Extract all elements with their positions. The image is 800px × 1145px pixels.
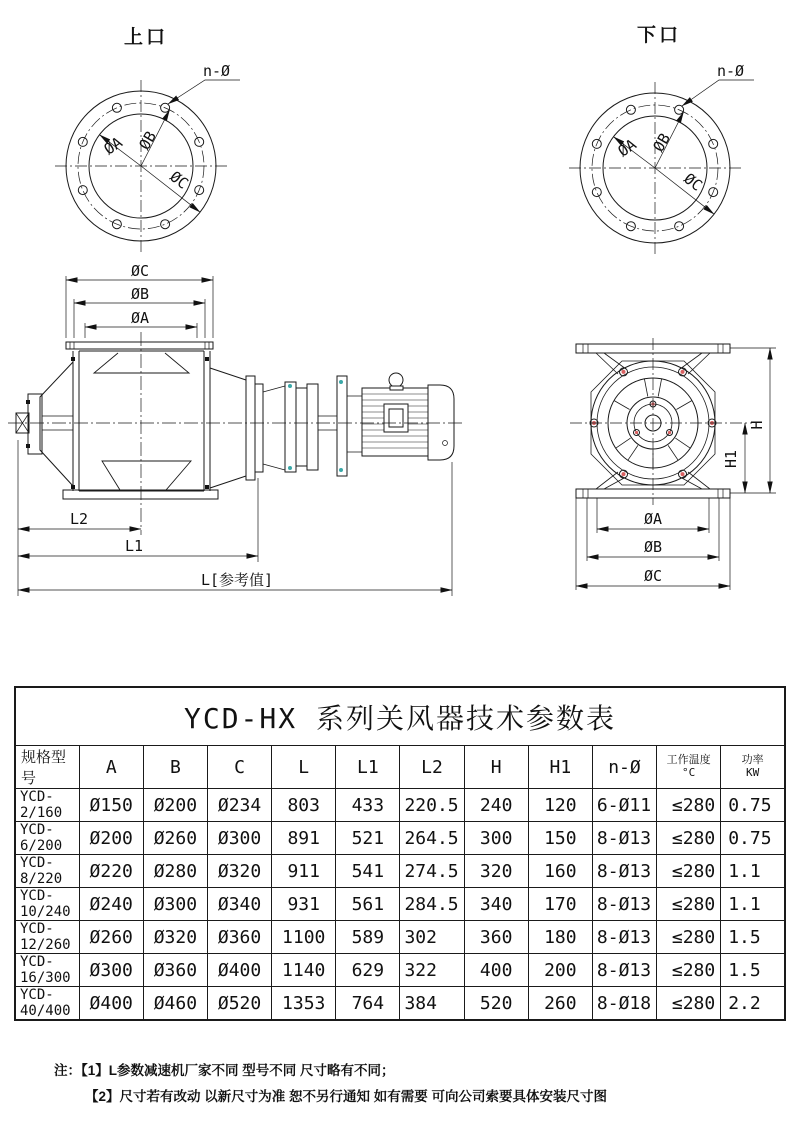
footnotes xyxy=(54,1058,607,1110)
col-header-model: 规格型号 xyxy=(15,746,79,789)
temp-header-line1: 工作温度 xyxy=(666,753,711,767)
spec-cell: 0.75 xyxy=(721,789,785,822)
side-dim-c-label: ØC xyxy=(130,262,150,280)
spec-cell: Ø360 xyxy=(143,954,207,987)
spec-cell: 1100 xyxy=(272,921,336,954)
spec-cell: 803 xyxy=(272,789,336,822)
spec-cell: 521 xyxy=(336,822,400,855)
spec-cell: 300 xyxy=(464,822,528,855)
top-port-flange-diagram xyxy=(55,25,240,252)
footnote-text-2: 【2】尺寸若有改动 以新尺寸为准 恕不另行通知 如有需要 可向公司索要具体安装尺寸图 xyxy=(85,1089,608,1104)
spec-cell: 284.5 xyxy=(400,888,464,921)
spec-cell: Ø400 xyxy=(207,954,271,987)
spec-cell: 274.5 xyxy=(400,855,464,888)
spec-cell: YCD-8/220 xyxy=(15,855,79,888)
col-header-l1: L1 xyxy=(336,746,400,789)
spec-cell: YCD-6/200 xyxy=(15,822,79,855)
spec-cell: 170 xyxy=(528,888,592,921)
motor xyxy=(362,373,454,460)
col-header-b: B xyxy=(143,746,207,789)
front-dim-h-label: H xyxy=(748,420,766,430)
spec-cell: 260 xyxy=(528,987,592,1021)
spec-cell: Ø300 xyxy=(207,822,271,855)
spec-cell: Ø260 xyxy=(79,921,143,954)
spec-cell: ≤280 xyxy=(657,921,721,954)
side-dim-b-label: ØB xyxy=(130,285,150,303)
spec-cell: 433 xyxy=(336,789,400,822)
spec-cell: Ø340 xyxy=(207,888,271,921)
spec-row xyxy=(15,855,785,888)
spec-cell: 180 xyxy=(528,921,592,954)
power-header-line1: 功率 xyxy=(741,753,764,767)
spec-cell: Ø520 xyxy=(207,987,271,1021)
lifting-eyebolt-icon xyxy=(389,373,403,387)
flange-dim-b-label: ØB xyxy=(135,128,160,153)
spec-cell: Ø280 xyxy=(143,855,207,888)
spec-cell: Ø320 xyxy=(143,921,207,954)
spec-cell: ≤280 xyxy=(657,888,721,921)
side-dim-l1-label: L1 xyxy=(124,537,144,555)
spec-cell: Ø460 xyxy=(143,987,207,1021)
spec-cell: 589 xyxy=(336,921,400,954)
spec-cell: 1.5 xyxy=(721,921,785,954)
bolt-count-label: n-Ø xyxy=(203,62,231,80)
temp-header-line2: °C xyxy=(682,766,696,779)
spec-cell: Ø400 xyxy=(79,987,143,1021)
spec-cell: 1353 xyxy=(272,987,336,1021)
front-dim-a-label: ØA xyxy=(643,510,663,528)
spec-cell: 911 xyxy=(272,855,336,888)
spec-cell: Ø234 xyxy=(207,789,271,822)
flange-dim-c-label: ØC xyxy=(166,167,192,193)
flange-dim-a-label: ØA xyxy=(614,135,640,161)
spec-row xyxy=(15,822,785,855)
spec-cell: 340 xyxy=(464,888,528,921)
spec-cell: ≤280 xyxy=(657,789,721,822)
spec-cell: 6-Ø11 xyxy=(592,789,656,822)
spec-cell: 384 xyxy=(400,987,464,1021)
spec-cell: ≤280 xyxy=(657,987,721,1021)
bottom-port-flange-diagram xyxy=(569,24,754,254)
spec-table xyxy=(14,686,786,1021)
footnote-line-1 xyxy=(54,1058,607,1084)
footnote-text-1: 【1】L参数减速机厂家不同 型号不同 尺寸略有不同； xyxy=(81,1063,395,1078)
spec-cell: 0.75 xyxy=(721,822,785,855)
spec-cell: Ø240 xyxy=(79,888,143,921)
col-header-temp xyxy=(657,746,721,789)
spec-cell: 320 xyxy=(464,855,528,888)
col-header-l: L xyxy=(272,746,336,789)
spec-cell: 629 xyxy=(336,954,400,987)
spec-cell: YCD-10/240 xyxy=(15,888,79,921)
flange-dim-b-label: ØB xyxy=(649,130,674,155)
side-view-diagram xyxy=(8,262,462,596)
spec-cell: 200 xyxy=(528,954,592,987)
spec-cell: 8-Ø13 xyxy=(592,888,656,921)
spec-cell: 520 xyxy=(464,987,528,1021)
spec-cell: 764 xyxy=(336,987,400,1021)
spec-cell: Ø200 xyxy=(143,789,207,822)
spec-cell: Ø360 xyxy=(207,921,271,954)
bottom-port-title: 下口 xyxy=(637,25,682,46)
spec-cell: 1.5 xyxy=(721,954,785,987)
spec-cell: 2.2 xyxy=(721,987,785,1021)
spec-row xyxy=(15,789,785,822)
spec-cell: 8-Ø18 xyxy=(592,987,656,1021)
spec-cell: 1.1 xyxy=(721,888,785,921)
spec-cell: 302 xyxy=(400,921,464,954)
spec-cell: 120 xyxy=(528,789,592,822)
spec-cell: 360 xyxy=(464,921,528,954)
spec-cell: ≤280 xyxy=(657,954,721,987)
spec-row xyxy=(15,987,785,1021)
spec-cell: Ø320 xyxy=(207,855,271,888)
spec-cell: Ø150 xyxy=(79,789,143,822)
spec-row xyxy=(15,954,785,987)
spec-cell: 1140 xyxy=(272,954,336,987)
spec-cell: YCD-12/260 xyxy=(15,921,79,954)
spec-cell: Ø300 xyxy=(143,888,207,921)
spec-cell: Ø220 xyxy=(79,855,143,888)
bolt-count-label: n-Ø xyxy=(717,62,745,80)
spec-cell: 8-Ø13 xyxy=(592,822,656,855)
spec-cell: ≤280 xyxy=(657,822,721,855)
top-port-title: 上口 xyxy=(124,27,169,48)
spec-cell: ≤280 xyxy=(657,855,721,888)
spec-cell: Ø300 xyxy=(79,954,143,987)
spec-cell: 264.5 xyxy=(400,822,464,855)
spec-cell: YCD-16/300 xyxy=(15,954,79,987)
table-title-row xyxy=(15,687,785,746)
spec-table-body xyxy=(15,789,785,1021)
footnote-prefix: 注： xyxy=(54,1063,81,1078)
front-dim-b-label: ØB xyxy=(643,538,663,556)
col-header-n: n-Ø xyxy=(592,746,656,789)
spec-cell: 891 xyxy=(272,822,336,855)
power-header-line2: KW xyxy=(745,766,760,779)
side-dim-l-label: L[参考值] xyxy=(200,571,274,589)
spec-cell: 322 xyxy=(400,954,464,987)
side-dim-l2-label: L2 xyxy=(69,510,89,528)
spec-cell: 400 xyxy=(464,954,528,987)
spec-cell: 1.1 xyxy=(721,855,785,888)
table-header-row xyxy=(15,746,785,789)
spec-row xyxy=(15,921,785,954)
col-header-a: A xyxy=(79,746,143,789)
terminal-box xyxy=(384,404,408,432)
spec-cell: YCD-40/400 xyxy=(15,987,79,1021)
front-dim-h1-label: H1 xyxy=(722,449,740,469)
spec-cell: Ø260 xyxy=(143,822,207,855)
footnote-line-2 xyxy=(85,1084,607,1110)
spec-cell: 240 xyxy=(464,789,528,822)
spec-cell: 541 xyxy=(336,855,400,888)
col-header-power xyxy=(721,746,785,789)
side-dim-a-label: ØA xyxy=(130,309,150,327)
spec-cell: Ø200 xyxy=(79,822,143,855)
spec-cell: 8-Ø13 xyxy=(592,954,656,987)
spec-row xyxy=(15,888,785,921)
spec-cell: 220.5 xyxy=(400,789,464,822)
spec-cell: 160 xyxy=(528,855,592,888)
front-dim-c-label: ØC xyxy=(643,567,663,585)
col-header-l2: L2 xyxy=(400,746,464,789)
col-header-h: H xyxy=(464,746,528,789)
spec-cell: 8-Ø13 xyxy=(592,921,656,954)
table-title: YCD-HX 系列关风器技术参数表 xyxy=(15,687,785,746)
spec-cell: 561 xyxy=(336,888,400,921)
col-header-c: C xyxy=(207,746,271,789)
col-header-h1: H1 xyxy=(528,746,592,789)
spec-cell: 931 xyxy=(272,888,336,921)
flange-dim-c-label: ØC xyxy=(680,169,706,195)
front-view-diagram xyxy=(570,338,776,590)
spec-cell: 8-Ø13 xyxy=(592,855,656,888)
spec-cell: 150 xyxy=(528,822,592,855)
spec-cell: YCD-2/160 xyxy=(15,789,79,822)
flange-dim-a-label: ØA xyxy=(100,133,126,159)
